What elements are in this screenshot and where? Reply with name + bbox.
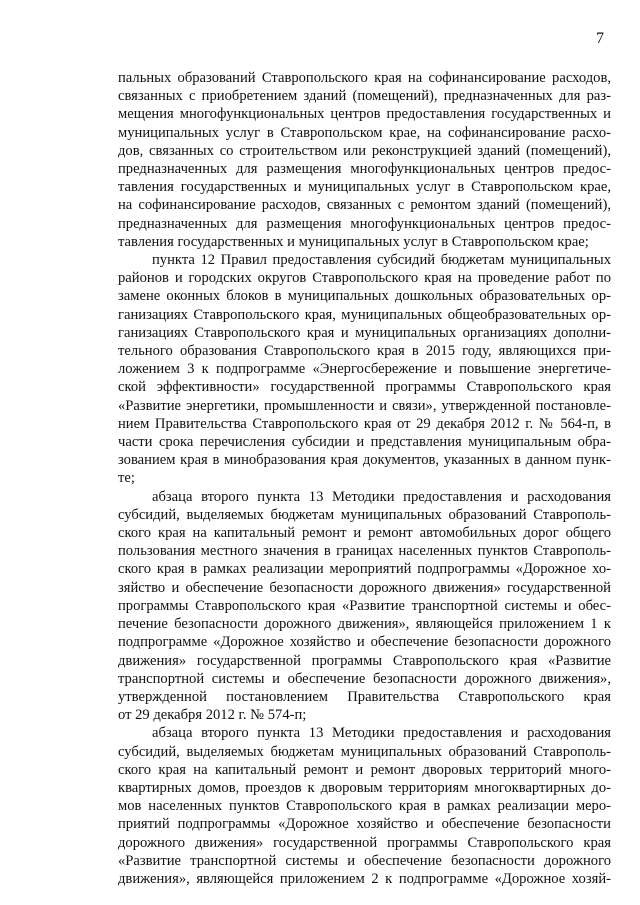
text-line: на софинансирование расходов, связанных с ремонтом зданий (помещений), — [118, 197, 611, 214]
text-line: мещения многофункциональных центров предоставления государственных и — [118, 106, 611, 123]
text-line: квартирных домов, проездов к дворовым территориям многоквартирных до- — [118, 779, 611, 796]
text-line: муниципальных услуг в Ставропольском крае, на софинансирование расхо- — [118, 124, 611, 141]
text-line: предназначенных для размещения многофункциональных центров предос- — [118, 161, 611, 178]
text-line: печение безопасности дорожного движения», являющейся приложением 1 к — [118, 616, 611, 633]
text-line: ского края на капитальный ремонт и ремонт автомобильных дорог общего — [118, 525, 611, 542]
text-line: тельного образования Ставропольского края в 2015 году, являющихся при- — [118, 343, 611, 360]
text-line: от 29 декабря 2012 г. № 574-п; — [118, 707, 307, 724]
text-line: пальных образований Ставропольского края на софинансирование расходов, — [118, 70, 611, 86]
text-line: мов населенных пунктов Ставропольского края в рамках реализации меро- — [118, 798, 611, 815]
text-line: пункта 12 Правил предоставления субсидий бюджетам муниципальных — [152, 252, 611, 269]
text-line: утвержденной постановлением Правительства Ставропольского края — [118, 688, 611, 705]
text-line: субсидий, выделяемых бюджетам муниципальных образований Ставрополь- — [118, 743, 611, 760]
text-line: абзаца второго пункта 13 Методики предоставления и расходования — [152, 488, 611, 505]
text-line: субсидий, выделяемых бюджетам муниципальных образований Ставрополь- — [118, 506, 611, 523]
text-line: «Развитие энергетики, промышленности и связи», утвержденной постановле- — [118, 397, 611, 414]
text-line: районов и городских округов Ставропольского края на проведение работ по — [118, 270, 611, 287]
document-body — [118, 69, 611, 888]
text-line: программы Ставропольского края «Развитие транспортной системы и обес- — [118, 597, 611, 614]
text-line: подпрограмме «Дорожное хозяйство и обеспечение безопасности дорожного — [118, 634, 611, 651]
text-line: тавления государственных и муниципальных услуг в Ставропольском крае, — [118, 179, 611, 196]
text-line: пользования местного значения в границах населенных пунктов Ставрополь- — [118, 543, 611, 560]
text-line: замене оконных блоков в муниципальных дошкольных образовательных ор- — [118, 288, 611, 305]
text-line: движения» государственной программы Ставропольского края «Развитие — [118, 652, 611, 669]
text-line: ской эффективности» государственной программы Ставропольского края — [118, 379, 611, 396]
text-line: зованием края в минобразования края документов, указанных в данном пунк- — [118, 452, 611, 469]
text-line: «Развитие транспортной системы и обеспечение безопасности дорожного — [118, 852, 611, 869]
text-line: предназначенных для размещения многофункциональных центров предос- — [118, 215, 611, 232]
text-line: ложением 3 к подпрограмме «Энергосбережение и повышение энергетиче- — [118, 361, 611, 378]
text-line: части срока перечисления субсидии и представления муниципальным обра- — [118, 434, 611, 451]
text-line: те; — [118, 470, 135, 487]
text-line: транспортной системы и обеспечение безопасности дорожного движения», — [118, 670, 611, 687]
text-line: ского края в рамках реализации мероприятий подпрограммы «Дорожное хо- — [118, 561, 611, 578]
text-line: зяйство и обеспечение безопасности дорожного движения» государственной — [118, 579, 611, 596]
text-line: приятий подпрограммы «Дорожное хозяйство и обеспечение безопасности — [118, 816, 611, 833]
text-line: дорожного движения» государственной программы Ставропольского края — [118, 834, 611, 851]
text-line: нием Правительства Ставропольского края от 29 декабря 2012 г. № 564-п, в — [118, 415, 611, 432]
text-line: абзаца второго пункта 13 Методики предоставления и расходования — [152, 725, 611, 742]
text-line: дов, связанных со строительством или реконструкцией зданий (помещений), — [118, 142, 611, 159]
text-line: тавления государственных и муниципальных услуг в Ставропольском крае; — [118, 233, 589, 250]
text-line: ганизациях Ставропольского края, муниципальных общеобразовательных ор- — [118, 306, 611, 323]
text-line: ского края на капитальный ремонт и ремонт дворовых территорий много- — [118, 761, 611, 778]
text-line: связанных с приобретением зданий (помещений), предназначенных для раз- — [118, 88, 611, 105]
text-line: движения», являющейся приложением 2 к подпрограмме «Дорожное хозяй- — [118, 870, 611, 887]
text-line: ганизациях Ставропольского края и муниципальных организациях дополни- — [118, 324, 611, 341]
page-number: 7 — [596, 30, 604, 47]
